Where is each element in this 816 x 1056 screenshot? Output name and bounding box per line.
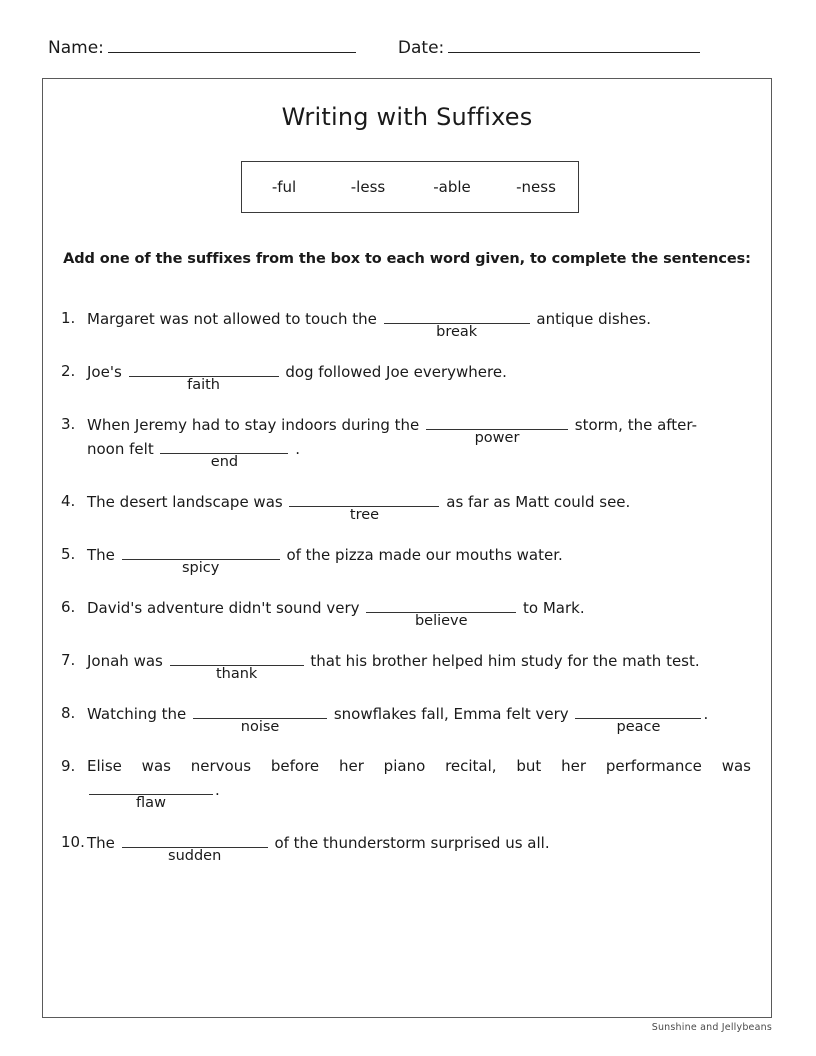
base-word-hint: end	[210, 453, 239, 470]
question-text	[87, 755, 773, 811]
question-number: 1.	[61, 309, 76, 327]
name-input-line[interactable]	[108, 38, 356, 53]
name-date-row	[48, 38, 770, 58]
question-line	[87, 702, 751, 735]
page-title: Writing with Suffixes	[281, 103, 533, 131]
question-line	[87, 490, 751, 523]
answer-blank[interactable]	[160, 437, 288, 470]
sentence-fragment: of the thunderstorm surprised us all.	[269, 834, 550, 852]
question-row	[43, 543, 773, 576]
sentence-fragment: as far as Matt could see.	[441, 492, 631, 511]
sentence-fragment: of the pizza made our mouths water.	[281, 545, 563, 564]
sentence-fragment: dog followed Joe everywhere.	[280, 362, 507, 381]
sentence-fragment: Watching the	[87, 704, 192, 723]
sentence-fragment: noon felt	[87, 439, 159, 458]
question-line	[87, 778, 751, 811]
question-text	[87, 649, 773, 682]
question-text	[87, 413, 773, 470]
answer-blank[interactable]	[384, 307, 530, 340]
suffix-option: -ful	[271, 178, 297, 196]
question-number: 7.	[61, 651, 76, 669]
question-number: 5.	[61, 545, 76, 563]
sentence-fragment: .	[703, 704, 709, 723]
base-word-hint: noise	[240, 718, 280, 735]
question-row	[43, 831, 773, 864]
question-text	[87, 490, 773, 523]
sentence-fragment: .	[290, 439, 301, 458]
question-line	[87, 596, 751, 629]
answer-blank[interactable]	[289, 490, 439, 523]
answer-blank[interactable]	[170, 649, 304, 682]
question-line	[87, 649, 751, 682]
answer-blank[interactable]	[575, 702, 701, 735]
question-number: 6.	[61, 598, 76, 616]
base-word-hint: spicy	[182, 559, 220, 576]
answer-blank[interactable]	[89, 778, 213, 811]
question-number: 8.	[61, 704, 76, 722]
base-word-hint: power	[474, 429, 520, 446]
suffix-option: -able	[433, 178, 471, 196]
answer-blank[interactable]	[129, 360, 279, 393]
question-row	[43, 490, 773, 523]
question-row	[43, 360, 773, 393]
sentence-fragment: Joe's	[87, 362, 127, 381]
question-number: 4.	[61, 492, 76, 510]
answer-blank[interactable]	[122, 831, 268, 864]
sentence-fragment: to Mark.	[518, 598, 585, 617]
question-row	[43, 702, 773, 735]
sentence-fragment: Margaret was not allowed to touch the	[87, 309, 382, 328]
answer-blank[interactable]	[122, 543, 280, 576]
instruction-text: Add one of the suffixes from the box to each word given, to complete the sentences:	[63, 251, 751, 267]
credit-footer: Sunshine and Jellybeans	[651, 1022, 772, 1033]
base-word-hint: break	[436, 323, 478, 340]
suffix-option: -less	[350, 178, 386, 196]
question-number: 3.	[61, 415, 76, 433]
question-row	[43, 755, 773, 811]
sentence-fragment: Elise was nervous before her piano recital, but her performance was	[87, 757, 751, 775]
question-text	[87, 360, 773, 393]
question-row	[43, 413, 773, 470]
date-label: Date:	[397, 38, 445, 58]
question-list	[43, 307, 773, 884]
suffix-option: -ness	[516, 178, 556, 196]
question-number: 9.	[61, 757, 76, 775]
sentence-fragment: snowflakes fall, Emma felt very	[329, 704, 574, 723]
suffix-word-bank	[241, 161, 579, 213]
question-number: 10.	[61, 833, 85, 852]
base-word-hint: believe	[414, 612, 468, 629]
base-word-hint: peace	[616, 718, 661, 735]
worksheet-frame	[42, 78, 772, 1018]
answer-blank[interactable]	[193, 702, 327, 735]
question-text	[87, 543, 773, 576]
sentence-fragment: that his brother helped him study for the math test.	[305, 651, 700, 670]
question-text	[87, 702, 773, 735]
question-line	[87, 543, 751, 576]
answer-blank[interactable]	[426, 413, 568, 446]
question-number: 2.	[61, 362, 76, 380]
answer-blank[interactable]	[366, 596, 516, 629]
question-row	[43, 596, 773, 629]
sentence-fragment: When Jeremy had to stay indoors during the	[87, 415, 425, 434]
sentence-fragment: storm, the after-	[570, 415, 698, 434]
base-word-hint: flaw	[136, 795, 166, 811]
question-line	[87, 307, 751, 340]
question-text	[87, 307, 773, 340]
sentence-fragment: .	[215, 781, 220, 799]
question-line	[87, 755, 751, 778]
base-word-hint: faith	[187, 376, 220, 393]
question-line	[87, 437, 751, 470]
sentence-fragment: Jonah was	[87, 651, 168, 670]
question-line	[87, 831, 751, 864]
question-line	[87, 413, 751, 446]
sentence-fragment: antique dishes.	[531, 309, 652, 328]
question-text	[87, 596, 773, 629]
question-row	[43, 307, 773, 340]
sentence-fragment: David's adventure didn't sound very	[87, 598, 365, 617]
date-input-line[interactable]	[448, 38, 700, 53]
sentence-fragment: The	[87, 834, 120, 852]
name-label: Name:	[48, 38, 104, 58]
base-word-hint: thank	[215, 665, 258, 682]
base-word-hint: sudden	[168, 848, 222, 864]
sentence-fragment: The desert landscape was	[87, 492, 288, 511]
sentence-fragment: The	[87, 545, 120, 564]
question-text	[87, 831, 773, 864]
base-word-hint: tree	[349, 506, 380, 523]
question-line	[87, 360, 751, 393]
question-row	[43, 649, 773, 682]
